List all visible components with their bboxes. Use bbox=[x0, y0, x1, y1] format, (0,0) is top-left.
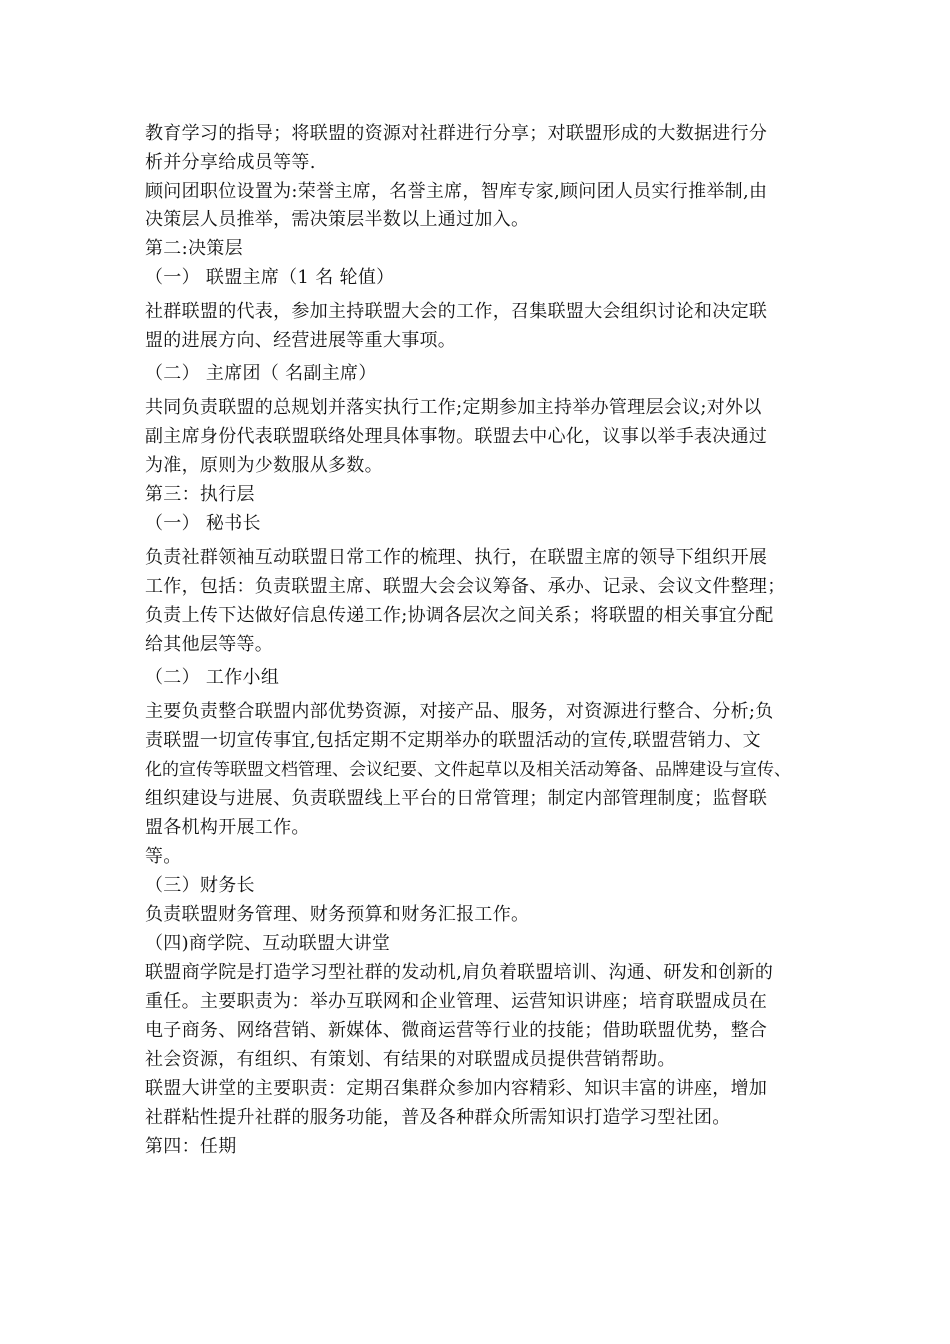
text-line: 重任。主要职责为：举办互联网和企业管理、运营知识讲座；培育联盟成员在 bbox=[145, 991, 768, 1012]
text-line: 顾问团职位设置为:荣誉主席，名誉主席，智库专家,顾问团人员实行推举制,由 bbox=[145, 181, 768, 202]
text-line: 社会资源，有组织、有策划、有结果的对联盟成员提供营销帮助。 bbox=[145, 1049, 676, 1070]
text-line: 社群粘性提升社群的服务功能，普及各种群众所需知识打造学习型社团。 bbox=[145, 1107, 731, 1128]
text-line: 等。 bbox=[145, 846, 182, 867]
text-line: 副主席身份代表联盟联络处理具体事物。联盟去中心化，议事以举手表决通过 bbox=[145, 426, 768, 447]
text-line: 决策层人员推举，需决策层半数以上通过加入。 bbox=[145, 209, 530, 230]
text-line: 教育学习的指导；将联盟的资源对社群进行分享；对联盟形成的大数据进行分 bbox=[145, 123, 768, 144]
text-line: 联盟大讲堂的主要职责：定期召集群众参加内容精彩、知识丰富的讲座，增加 bbox=[145, 1078, 768, 1099]
text-line: 负责上传下达做好信息传递工作;协调各层次之间关系；将联盟的相关事宜分配 bbox=[145, 605, 774, 626]
text-line: 电子商务、网络营销、新媒体、微商运营等行业的技能；借助联盟优势，整合 bbox=[145, 1020, 768, 1041]
text-line: 组织建设与进展、负责联盟线上平台的日常管理；制定内部管理制度；监督联 bbox=[145, 788, 768, 809]
text-line: 盟各机构开展工作。 bbox=[145, 817, 310, 838]
subsection-heading: （一） 秘书长 bbox=[145, 513, 261, 534]
text-line: 负责联盟财务管理、财务预算和财务汇报工作。 bbox=[145, 904, 530, 925]
text-line: 社群联盟的代表，参加主持联盟大会的工作，召集联盟大会组织讨论和决定联 bbox=[145, 301, 768, 322]
text-line: 联盟商学院是打造学习型社群的发动机,肩负着联盟培训、沟通、研发和创新的 bbox=[145, 962, 774, 983]
text-line: 为准，原则为少数服从多数。 bbox=[145, 455, 383, 476]
text-line: 盟的进展方向、经营进展等重大事项。 bbox=[145, 330, 457, 351]
section-heading: 第三：执行层 bbox=[145, 484, 255, 505]
text-line: 化的宣传等联盟文档管理、会议纪要、文件起草以及相关活动筹备、品牌建设与宣传、 bbox=[145, 760, 791, 780]
section-heading: 第二:决策层 bbox=[145, 238, 243, 259]
section-heading: 第四：任期 bbox=[145, 1136, 237, 1157]
text-line: 共同负责联盟的总规划并落实执行工作;定期参加主持举办管理层会议;对外以 bbox=[145, 397, 762, 418]
text-line: 析并分享给成员等等. bbox=[145, 152, 316, 173]
subsection-heading: （二） 工作小组 bbox=[145, 667, 280, 688]
subsection-heading: （三）财务长 bbox=[145, 875, 255, 896]
text-line: 责联盟一切宣传事宜,包括定期不定期举办的联盟活动的宣传,联盟营销力、文 bbox=[145, 730, 761, 751]
subsection-heading: （四)商学院、互动联盟大讲堂 bbox=[145, 933, 391, 954]
text-line: 工作，包括：负责联盟主席、联盟大会会议筹备、承办、记录、会议文件整理； bbox=[145, 576, 786, 597]
text-line: 主要负责整合联盟内部优势资源，对接产品、服务，对资源进行整合、分析;负 bbox=[145, 701, 774, 722]
text-line: 给其他层等等。 bbox=[145, 634, 274, 655]
subsection-heading: （二） 主席团（ 名副主席） bbox=[145, 363, 377, 384]
subsection-heading: （一） 联盟主席（1 名 轮值） bbox=[145, 267, 395, 288]
text-line: 负责社群领袖互动联盟日常工作的梳理、执行，在联盟主席的领导下组织开展 bbox=[145, 547, 768, 568]
